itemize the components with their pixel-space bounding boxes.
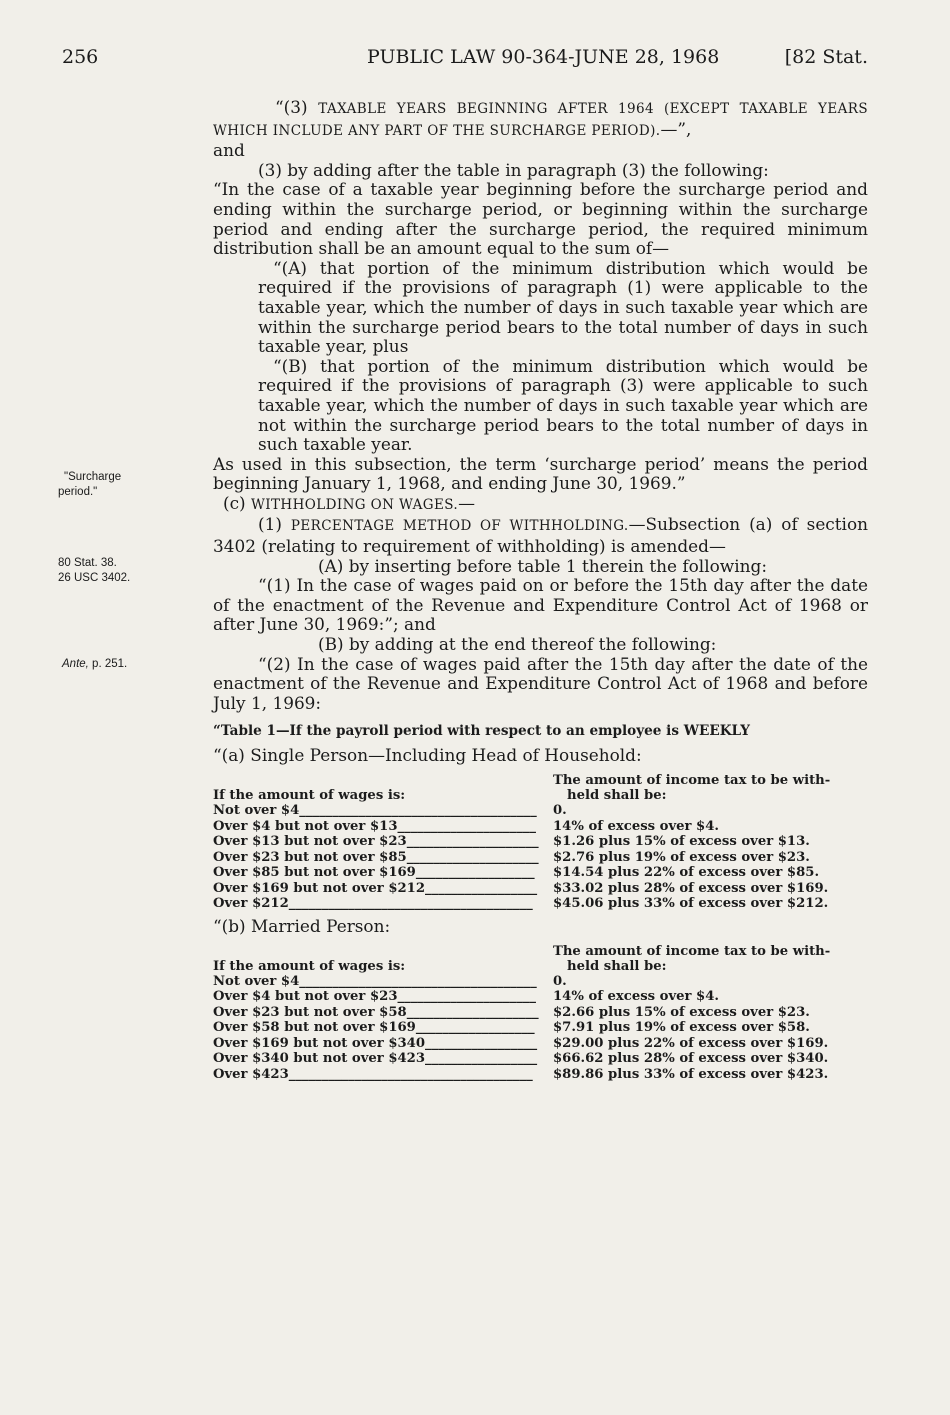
margin-note-ante-italic: Ante, xyxy=(62,658,89,670)
tax-text: 0. xyxy=(553,803,567,819)
tax-cell xyxy=(553,865,868,881)
wages-text: Over $212 xyxy=(213,896,289,912)
tax-cell xyxy=(553,819,868,835)
table-row xyxy=(213,850,868,866)
paragraph-case-taxable-year: “In the case of a taxable year beginning before the surcharge period and ending within the surcharge period, or beginning within the surcharge period and ending after the surcharge period, the required minimum distribution shall be an amount equal to the sum of— xyxy=(213,179,868,259)
dot-leader: _____________________________________ xyxy=(288,1066,533,1082)
header-tax-line: The amount of income tax to be with- xyxy=(553,773,831,789)
tax-cell xyxy=(553,989,868,1005)
table-row xyxy=(213,1067,868,1083)
wages-cell xyxy=(213,834,553,850)
table-header-row xyxy=(213,944,868,974)
table-row xyxy=(213,819,868,835)
paragraph-c-heading xyxy=(213,494,868,516)
wages-text: Over $4 but not over $23 xyxy=(213,989,398,1005)
tax-cell xyxy=(553,1036,868,1052)
wages-cell xyxy=(213,803,553,819)
tax-cell xyxy=(553,974,868,990)
paragraph-add-after-table: (3) by adding after the table in paragraph (3) the following: xyxy=(258,159,769,180)
tax-text: $45.06 plus 33% of excess over $212. xyxy=(553,896,829,912)
table-row xyxy=(213,896,868,912)
small-caps-heading: TAXABLE YEARS BEGINNING AFTER 1964 (EXCEPT TAXABLE YEARS WHICH INCLUDE ANY PART OF THE SURCHARGE PERIOD). xyxy=(213,101,868,139)
page-number: 256 xyxy=(62,46,99,68)
wages-text: Over $340 but not over $423 xyxy=(213,1051,426,1067)
tax-cell xyxy=(553,881,868,897)
paragraph-quote-2: “(2) In the case of wages paid after the 15th day after the date of the enactment of the Revenue and Expenditure Control Act of 1968 and before July 1, 1969: xyxy=(213,653,868,713)
paragraph-B: “(B) that portion of the minimum distribution which would be required if the provisions of paragraph (3) were applicable to such taxable year, which the number of days in such taxable year which are not within the surcharge period bears to the total number of days in such taxable year. xyxy=(258,355,868,455)
document-body xyxy=(213,98,868,1082)
header-tax-line: The amount of income tax to be with- xyxy=(553,943,831,959)
paragraph-A-insert: (A) by inserting before table 1 therein the following: xyxy=(318,555,768,576)
tax-cell xyxy=(553,834,868,850)
wages-text: Over $23 but not over $58 xyxy=(213,1004,407,1020)
wages-cell xyxy=(213,1020,553,1036)
table-row xyxy=(213,865,868,881)
dot-leader: _________________ xyxy=(425,1035,538,1051)
dot-leader: _____________________ xyxy=(397,989,536,1005)
subheading-single: “(a) Single Person—Including Head of Household: xyxy=(213,745,642,766)
paragraph-quote-1: “(1) In the case of wages paid on or before the 15th day after the date of the enactment of the Revenue and Expenditure Control Act of 1968 or after June 30, 1969:”; and xyxy=(213,575,868,635)
wages-text: Over $423 xyxy=(213,1066,289,1082)
header-wages: If the amount of wages is: xyxy=(213,788,406,804)
wages-text: Over $23 but not over $85 xyxy=(213,849,407,865)
tax-text: $89.86 plus 33% of excess over $423. xyxy=(553,1066,829,1082)
tax-text: 14% of excess over $4. xyxy=(553,989,719,1005)
tax-cell xyxy=(553,1067,868,1083)
table-caption: “Table 1—If the payroll period with respect to an employee is WEEKLY xyxy=(213,723,750,740)
dot-leader: _________________ xyxy=(425,880,538,896)
wages-cell xyxy=(213,850,553,866)
margin-note-ante xyxy=(62,657,192,672)
dot-leader: ____________________ xyxy=(406,834,539,850)
dot-leader: ____________________ xyxy=(406,849,539,865)
margin-note-ante-rest: p. 251. xyxy=(88,658,128,670)
tax-cell xyxy=(553,850,868,866)
wages-cell xyxy=(213,1067,553,1083)
wages-cell xyxy=(213,896,553,912)
dot-leader: __________________ xyxy=(415,1020,535,1036)
margin-note-line: "Surcharge xyxy=(64,471,122,483)
table-row xyxy=(213,1005,868,1021)
wages-cell xyxy=(213,1005,553,1021)
paragraph-and: and xyxy=(213,140,245,161)
wages-text: Over $58 but not over $169 xyxy=(213,1020,416,1036)
table-row xyxy=(213,834,868,850)
tax-text: $66.62 plus 28% of excess over $340. xyxy=(553,1051,829,1067)
table-row xyxy=(213,881,868,897)
tax-text: $33.02 plus 28% of excess over $169. xyxy=(553,880,829,896)
running-header xyxy=(62,46,868,76)
text-span: (c) xyxy=(223,492,252,513)
table-row xyxy=(213,989,868,1005)
text-span: “(3) xyxy=(275,97,319,117)
table-row xyxy=(213,1020,868,1036)
margin-note-stat-ref xyxy=(58,556,188,586)
tax-text: 14% of excess over $4. xyxy=(553,818,719,834)
dot-leader: _________________ xyxy=(425,1051,538,1067)
paragraph-3-heading xyxy=(213,98,868,141)
tax-cell xyxy=(553,1051,868,1067)
text-span: —”, xyxy=(660,118,692,139)
margin-note-line: period." xyxy=(58,486,98,498)
margin-note-line: 80 Stat. 38. xyxy=(58,557,117,569)
paragraph-A: “(A) that portion of the minimum distribution which would be required if the provisions of paragraph (1) were applicable to the taxable year, which the number of days in such taxable year which are within the surcharge period bears to the total number of days in such taxable year, plus xyxy=(258,257,868,357)
tax-text: 0. xyxy=(553,973,567,989)
header-tax-line: held shall be: xyxy=(567,958,667,974)
table-row xyxy=(213,1051,868,1067)
header-tax-line: held shall be: xyxy=(567,788,667,804)
tax-cell xyxy=(553,1005,868,1021)
text-span: (1) xyxy=(258,514,291,535)
header-tax xyxy=(553,773,868,803)
wages-cell xyxy=(213,1036,553,1052)
tax-text: $14.54 plus 22% of excess over $85. xyxy=(553,865,820,881)
wages-cell xyxy=(213,819,553,835)
table-row xyxy=(213,803,868,819)
table-row xyxy=(213,974,868,990)
margin-note-surcharge xyxy=(58,470,188,500)
dot-leader: ____________________________________ xyxy=(299,973,537,989)
paragraph-1-percentage xyxy=(213,515,868,556)
wages-text: Over $85 but not over $169 xyxy=(213,865,416,881)
wages-cell xyxy=(213,1051,553,1067)
wages-text: Over $169 but not over $212 xyxy=(213,880,426,896)
small-caps-heading: PERCENTAGE METHOD OF WITHHOLDING. xyxy=(290,518,629,535)
text-span: —Subsection (a) of section 3402 (relating to requirement of withholding) is amended— xyxy=(213,514,869,557)
wages-cell xyxy=(213,881,553,897)
table-married-person xyxy=(213,944,868,1083)
tax-cell xyxy=(553,1020,868,1036)
tax-text: $2.66 plus 15% of excess over $23. xyxy=(553,1004,810,1020)
dot-leader: _____________________________________ xyxy=(288,896,533,912)
dot-leader: _____________________ xyxy=(397,818,536,834)
dot-leader: __________________ xyxy=(415,865,535,881)
wages-cell xyxy=(213,989,553,1005)
table-header-row xyxy=(213,773,868,803)
wages-cell xyxy=(213,865,553,881)
paragraph-as-used: As used in this subsection, the term ‘surcharge period’ means the period beginning January 1, 1968, and ending June 30, 1969.” xyxy=(213,453,868,494)
wages-text: Not over $4 xyxy=(213,973,300,989)
tax-text: $7.91 plus 19% of excess over $58. xyxy=(553,1020,810,1036)
tax-text: $2.76 plus 19% of excess over $23. xyxy=(553,849,810,865)
table-row xyxy=(213,1036,868,1052)
dot-leader: ____________________________________ xyxy=(299,803,537,819)
tax-text: $1.26 plus 15% of excess over $13. xyxy=(553,834,810,850)
header-wages: If the amount of wages is: xyxy=(213,958,406,974)
paragraph-B-add: (B) by adding at the end thereof the following: xyxy=(318,634,717,655)
subheading-married: “(b) Married Person: xyxy=(213,915,391,936)
header-tax xyxy=(553,944,868,974)
small-caps-heading: WITHHOLDING ON WAGES. xyxy=(251,496,459,513)
margin-note-line: 26 USC 3402. xyxy=(58,572,131,584)
tax-cell xyxy=(553,896,868,912)
header-title: PUBLIC LAW 90-364-JUNE 28, 1968 xyxy=(367,46,720,68)
wages-text: Not over $4 xyxy=(213,803,300,819)
header-stat: [82 Stat. xyxy=(784,46,868,68)
tax-text: $29.00 plus 22% of excess over $169. xyxy=(553,1035,829,1051)
tax-cell xyxy=(553,803,868,819)
table-single-person xyxy=(213,773,868,912)
text-span: — xyxy=(458,492,475,513)
wages-text: Over $169 but not over $340 xyxy=(213,1035,426,1051)
wages-text: Over $13 but not over $23 xyxy=(213,834,407,850)
wages-cell xyxy=(213,974,553,990)
wages-text: Over $4 but not over $13 xyxy=(213,818,398,834)
dot-leader: ____________________ xyxy=(406,1004,539,1020)
